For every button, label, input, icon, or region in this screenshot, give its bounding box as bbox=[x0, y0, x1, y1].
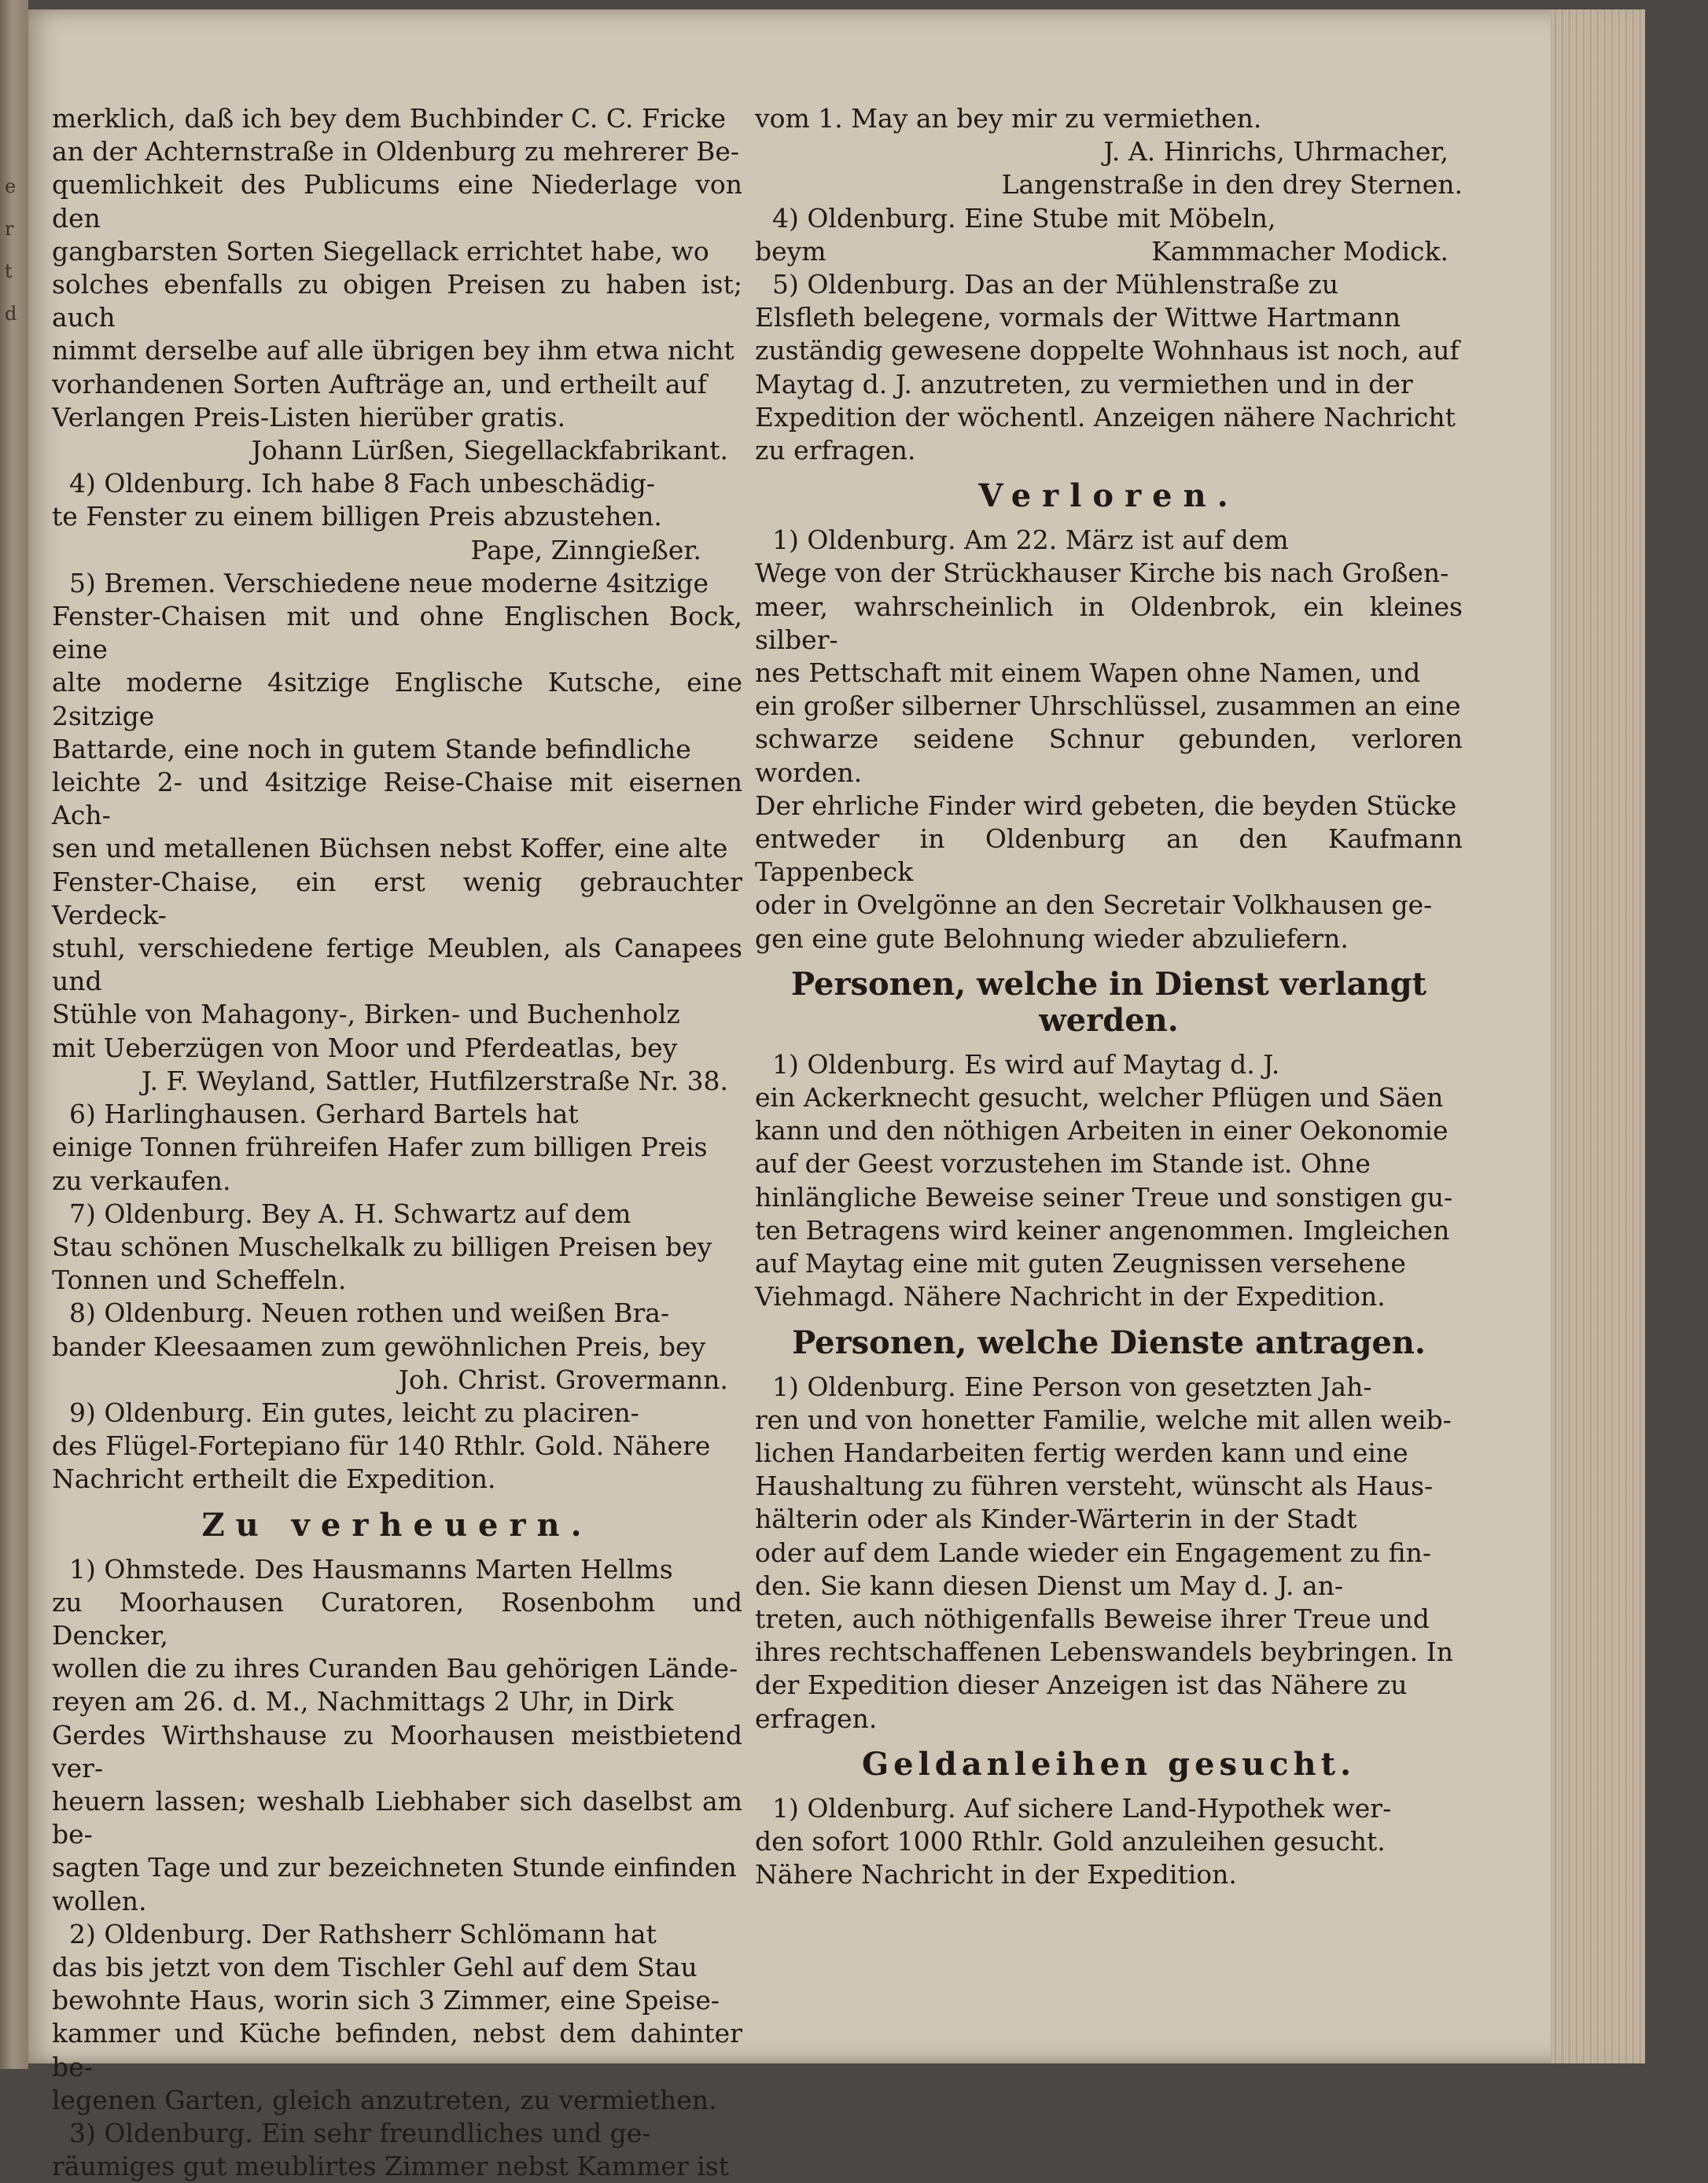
text-line: kann und den nöthigen Arbeiten in einer Oekonomie bbox=[755, 1115, 1448, 1147]
text-line: bewohnte Haus, worin sich 3 Zimmer, eine Speise- bbox=[52, 1985, 720, 2016]
notice-item bbox=[755, 1048, 1463, 1314]
text-line: an der Achternstraße in Oldenburg zu mehrerer Be- bbox=[52, 136, 740, 167]
text-line: lichen Handarbeiten fertig werden kann und eine bbox=[755, 1437, 1408, 1468]
text-line: 1) Ohmstede. Des Hausmanns Marten Hellms bbox=[69, 1553, 673, 1585]
text-line: Verlangen Preis-Listen hierüber gratis. bbox=[52, 401, 566, 433]
notice-item bbox=[755, 524, 1463, 955]
text-line: 3) Oldenburg. Ein sehr freundliches und ge- bbox=[69, 2117, 651, 2148]
notice-item bbox=[755, 268, 1463, 467]
text-line: 1) Oldenburg. Am 22. März ist auf dem bbox=[772, 525, 1289, 556]
notice-item bbox=[755, 202, 1463, 268]
right-column bbox=[755, 102, 1463, 1891]
text-line: zu Moorhausen Curatoren, Rosenbohm und Dencker, bbox=[52, 1586, 742, 1651]
text-line: Stau schönen Muschelkalk zu billigen Preisen bey bbox=[52, 1231, 712, 1262]
text-line: vorhandenen Sorten Aufträge an, und ertheilt auf bbox=[52, 368, 707, 399]
notice-item bbox=[52, 1918, 742, 2117]
text-line: Battarde, eine noch in gutem Stande befindliche bbox=[52, 733, 691, 764]
notice-item bbox=[52, 1098, 742, 1198]
text-line: te Fenster zu einem billigen Preis abzustehen. bbox=[52, 501, 662, 532]
signature: Johann Lürßen, Siegellackfabrikant. bbox=[251, 435, 728, 466]
section-heading-dienst-verlangt: Personen, welche in Dienst verlangt werden. bbox=[790, 965, 1427, 1039]
signature: Pape, Zinngießer. bbox=[470, 534, 701, 565]
text-line: zu verkaufen. bbox=[52, 1165, 231, 1196]
text-line: 1) Oldenburg. Eine Person von gesetzten Jah- bbox=[772, 1371, 1372, 1402]
text-line: vom 1. May an bey mir zu vermiethen. bbox=[755, 103, 1262, 134]
text-line bbox=[755, 235, 1463, 268]
text-line: den. Sie kann diesen Dienst um May d. J. an- bbox=[755, 1570, 1344, 1601]
signature: Joh. Christ. Grovermann. bbox=[398, 1364, 728, 1395]
text-line: 8) Oldenburg. Neuen rothen und weißen Bra- bbox=[69, 1298, 670, 1329]
section-heading-verheuern: Zu verheuern. bbox=[201, 1506, 593, 1544]
text-line: das bis jetzt von dem Tischler Gehl auf dem Stau bbox=[52, 1951, 698, 1982]
text-line: sen und metallenen Büchsen nebst Koffer, eine alte bbox=[52, 833, 728, 864]
text-line: treten, auch nöthigenfalls Beweise ihrer Treue und bbox=[755, 1603, 1430, 1634]
text-line: Haushaltung zu führen versteht, wünscht als Haus- bbox=[755, 1471, 1434, 1502]
notice-item bbox=[52, 2117, 742, 2183]
text-line: Stühle von Mahagony-, Birken- und Buchenholz bbox=[52, 999, 680, 1030]
text-line: Elsfleth belegene, vormals der Wittwe Hartmann bbox=[755, 302, 1401, 333]
text-line: auf der Geest vorzustehen im Stande ist. Ohne bbox=[755, 1148, 1371, 1180]
section-heading-dienste-antragen: Personen, welche Dienste antragen. bbox=[792, 1323, 1426, 1361]
text-line: oder auf dem Lande wieder ein Engagement zu fin- bbox=[755, 1537, 1432, 1568]
text-line: 4) Oldenburg. Eine Stube mit Möbeln, bbox=[772, 202, 1276, 234]
text-line: Gerdes Wirthshause zu Moorhausen meistbietend ver- bbox=[52, 1719, 742, 1784]
text-line: erfragen. bbox=[755, 1703, 878, 1734]
text-line: den sofort 1000 Rthlr. Gold anzuleihen gesucht. bbox=[755, 1825, 1386, 1857]
text-line: Wege von der Strückhauser Kirche bis nach Großen- bbox=[755, 558, 1449, 589]
notice-item bbox=[755, 1792, 1463, 1892]
notice-item bbox=[52, 1553, 742, 1918]
text-line: Viehmagd. Nähere Nachricht in der Expedition. bbox=[755, 1281, 1386, 1312]
text-line: sagten Tage und zur bezeichneten Stunde einfinden bbox=[52, 1852, 737, 1883]
margin-letter: r bbox=[5, 218, 14, 240]
previous-page-letters bbox=[5, 165, 25, 335]
intro-notice bbox=[52, 102, 742, 467]
signature: Langenstraße in den drey Sternen. bbox=[1001, 169, 1463, 201]
text-line: 5) Oldenburg. Das an der Mühlenstraße zu bbox=[772, 269, 1339, 300]
text-line: Maytag d. J. anzutreten, zu vermiethen und in der bbox=[755, 368, 1413, 399]
text-line: bander Kleesaamen zum gewöhnlichen Preis, bey bbox=[52, 1331, 706, 1362]
text-line: zu erfragen. bbox=[755, 435, 916, 466]
text-line: entweder in Oldenburg an den Kaufmann Tappenbeck bbox=[755, 823, 1463, 888]
text-line: ein großer silberner Uhrschlüssel, zusammen an eine bbox=[755, 690, 1461, 722]
text-line: einige Tonnen frühreifen Hafer zum billigen Preis bbox=[52, 1132, 708, 1163]
text-line: heuern lassen; weshalb Liebhaber sich daselbst am be- bbox=[52, 1785, 742, 1850]
text-line: ten Betragens wird keiner angenommen. Imgleichen bbox=[755, 1214, 1450, 1246]
newspaper-page bbox=[28, 9, 1645, 2182]
text-line: 6) Harlinghausen. Gerhard Bartels hat bbox=[69, 1099, 579, 1130]
section-heading-geldanleihen: Geldanleihen gesucht. bbox=[861, 1745, 1356, 1783]
previous-page-edge bbox=[0, 0, 28, 2069]
text-line: ihres rechtschaffenen Lebenswandels beybringen. In bbox=[755, 1636, 1453, 1668]
text-line: ein Ackerknecht gesucht, welcher Pflügen und Säen bbox=[755, 1082, 1444, 1114]
continuation-notice bbox=[755, 102, 1463, 202]
text-line: Fenster-Chaisen mit und ohne Englischen Bock, eine bbox=[52, 601, 742, 665]
text-line: gen eine gute Belohnung wieder abzuliefern. bbox=[755, 922, 1349, 954]
text-line: Fenster-Chaise, ein erst wenig gebrauchter Verdeck- bbox=[52, 866, 742, 930]
signature: J. A. Hinrichs, Uhrmacher, bbox=[1103, 136, 1448, 167]
text-line: 7) Oldenburg. Bey A. H. Schwartz auf dem bbox=[69, 1198, 631, 1229]
text-line: leichte 2- und 4sitzige Reise-Chaise mit eisernen Ach- bbox=[52, 767, 742, 831]
text-line: Der ehrliche Finder wird gebeten, die beyden Stücke bbox=[755, 790, 1457, 821]
text-line: stuhl, verschiedene fertige Meublen, als Canapees und bbox=[52, 933, 742, 997]
text-line: räumiges gut meublirtes Zimmer nebst Kammer ist bbox=[52, 2151, 729, 2182]
notice-item bbox=[52, 1198, 742, 1298]
text-line: 4) Oldenburg. Ich habe 8 Fach unbeschädig- bbox=[69, 468, 655, 499]
signature: J. F. Weyland, Sattler, Hutfilzerstraße Nr. 38. bbox=[141, 1065, 728, 1096]
text-line: auf Maytag eine mit guten Zeugnissen versehene bbox=[755, 1248, 1406, 1279]
text-fragment: beym bbox=[755, 235, 826, 267]
text-line: 5) Bremen. Verschiedene neue moderne 4sitzige bbox=[69, 567, 709, 598]
text-line: 1) Oldenburg. Es wird auf Maytag d. J. bbox=[772, 1048, 1280, 1080]
text-line: wollen. bbox=[52, 1885, 147, 1916]
text-line: oder in Ovelgönne an den Secretair Volkhausen ge- bbox=[755, 889, 1433, 921]
text-line: merklich, daß ich bey dem Buchbinder C. C. Fricke bbox=[52, 103, 727, 134]
text-line: Tonnen und Scheffeln. bbox=[52, 1265, 347, 1296]
text-line: alte moderne 4sitzige Englische Kutsche, eine 2sitzige bbox=[52, 667, 742, 731]
text-line: solches ebenfalls zu obigen Preisen zu haben ist; auch bbox=[52, 269, 742, 333]
text-line: hälterin oder als Kinder-Wärterin in der Stadt bbox=[755, 1504, 1357, 1535]
text-line: reyen am 26. d. M., Nachmittags 2 Uhr, in Dirk bbox=[52, 1686, 674, 1717]
text-line: kammer und Küche befinden, nebst dem dahinter be- bbox=[52, 2018, 742, 2082]
text-line: der Expedition dieser Anzeigen ist das Nähere zu bbox=[755, 1669, 1408, 1701]
text-line: 9) Oldenburg. Ein gutes, leicht zu placiren- bbox=[69, 1397, 639, 1428]
text-line: legenen Garten, gleich anzutreten, zu vermiethen. bbox=[52, 2084, 717, 2115]
text-line: Nähere Nachricht in der Expedition. bbox=[755, 1859, 1237, 1890]
notice-item bbox=[52, 1397, 742, 1496]
notice-item bbox=[52, 467, 742, 567]
notice-item bbox=[755, 1371, 1463, 1736]
margin-letter: t bbox=[5, 260, 13, 282]
margin-letter: e bbox=[5, 175, 17, 197]
margin-letter: d bbox=[5, 303, 17, 325]
text-line: ren und von honetter Familie, welche mit allen weib- bbox=[755, 1404, 1452, 1435]
text-line: quemlichkeit des Publicums eine Niederlage von den bbox=[52, 169, 742, 234]
text-line: Expedition der wöchentl. Anzeigen nähere Nachricht bbox=[755, 401, 1456, 433]
text-line: schwarze seidene Schnur gebunden, verloren worden. bbox=[755, 723, 1463, 788]
notice-item bbox=[52, 567, 742, 1098]
text-line: mit Ueberzügen von Moor und Pferdeatlas, bey bbox=[52, 1032, 678, 1063]
text-line: des Flügel-Fortepiano für 140 Rthlr. Gold. Nähere bbox=[52, 1430, 711, 1462]
signature: Kammmacher Modick. bbox=[1151, 235, 1448, 267]
section-heading-verloren: Verloren. bbox=[978, 477, 1239, 515]
text-line: zuständig gewesene doppelte Wohnhaus ist noch, auf bbox=[755, 335, 1460, 366]
text-line: Nachricht ertheilt die Expedition. bbox=[52, 1463, 496, 1495]
text-line: nimmt derselbe auf alle übrigen bey ihm etwa nicht bbox=[52, 335, 734, 366]
text-line: wollen die zu ihres Curanden Bau gehörigen Lände- bbox=[52, 1653, 738, 1684]
text-line: gangbarsten Sorten Siegellack errichtet habe, wo bbox=[52, 235, 709, 267]
left-column bbox=[52, 102, 742, 2183]
text-line: nes Pettschaft mit einem Wapen ohne Namen, und bbox=[755, 657, 1421, 689]
page-stack-edge bbox=[1551, 9, 1645, 2063]
text-line: hinlängliche Beweise seiner Treue und sonstigen gu- bbox=[755, 1181, 1453, 1213]
text-line: meer, wahrscheinlich in Oldenbrok, ein kleines silber- bbox=[755, 591, 1463, 655]
notice-item bbox=[52, 1297, 742, 1397]
text-line: 2) Oldenburg. Der Rathsherr Schlömann hat bbox=[69, 1918, 657, 1949]
text-line: 1) Oldenburg. Auf sichere Land-Hypothek wer- bbox=[772, 1792, 1392, 1824]
